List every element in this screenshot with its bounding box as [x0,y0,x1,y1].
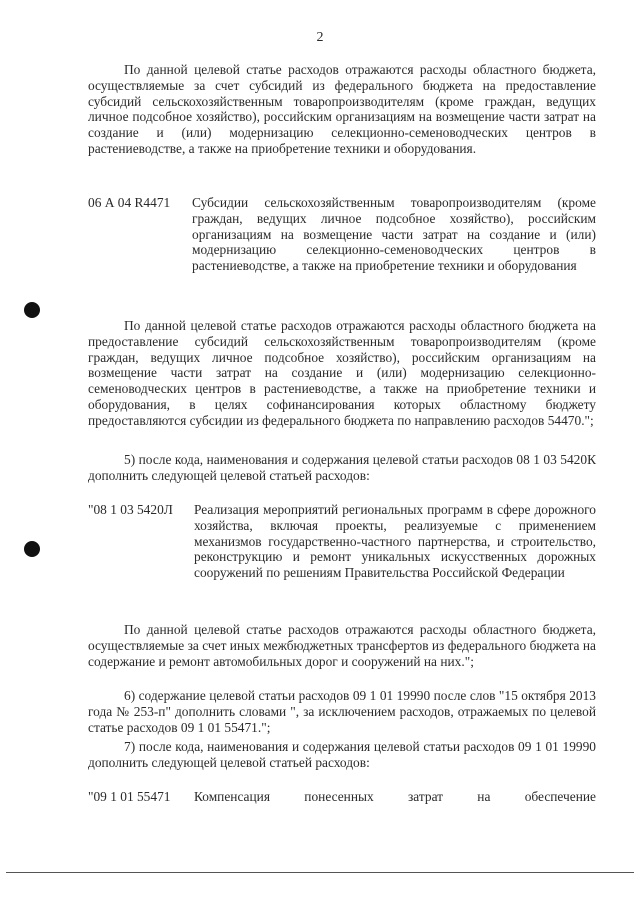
budget-description: Субсидии сельскохозяйственным товаропроизводителям (кроме граждан, ведущих личное подсобное хозяйство), российским организациям на возмещение части затрат на создание и (или) модернизацию селекционно-семеноводческих центров в растениеводстве, а также на приобретение техники и оборудования [192,195,596,274]
paragraph-6: 7) после кода, наименования и содержания целевой статьи расходов 09 1 01 19990 дополнить следующей целевой статьей расходов: [88,739,596,770]
budget-code: "09 1 01 55471 [88,789,171,804]
paragraph-3: 5) после кода, наименования и содержания целевой статьи расходов 08 1 03 5420К дополнить следующей целевой статьей расходов: [88,452,596,483]
budget-entry-2 [88,502,596,581]
paragraph-4: По данной целевой статье расходов отражаются расходы областного бюджета, осуществляемые за счет иных межбюджетных трансфертов из федерального бюджета на содержание и ремонт автомобильных дорог и сооружений на них."; [88,622,596,669]
budget-entry-3 [88,789,596,805]
budget-description: Реализация мероприятий региональных программ в сфере дорожного хозяйства, включая проекты, реализуемые с применением механизмов государственно-частного партнерства, и строительство, реконструкцию и ремонт уникальных искусственных дорожных сооружений по решениям Правительства Российской Федерации [194,502,596,581]
budget-code: 06 А 04 R4471 [88,195,171,210]
footer-divider [6,872,634,873]
paragraph-5: 6) содержание целевой статьи расходов 09 1 01 19990 после слов "15 октября 2013 года № 253-п" дополнить словами ", за исключением расходов, отражаемых по целевой статье расходов 09 1 01 55471."; [88,688,596,735]
paragraph-1: По данной целевой статье расходов отражаются расходы областного бюджета, осуществляемые за счет субсидий из федерального бюджета на предоставление субсидий сельскохозяйственным товаропроизводителям (кроме граждан, ведущих личное подсобное хозяйство), российским организациям на возмещение части затрат на создание и (или) модернизацию селекционно-семеноводческих центров в растениеводстве, а также на приобретение техники и оборудования. [88,62,596,156]
budget-description: Компенсация понесенных затрат на обеспечение [194,789,596,804]
budget-entry-1 [88,195,596,274]
budget-code: "08 1 03 5420Л [88,502,173,517]
paragraph-2: По данной целевой статье расходов отражаются расходы областного бюджета на предоставление субсидий сельскохозяйственным товаропроизводителям (кроме граждан, ведущих личное подсобное хозяйство), российским организациям на возмещение части затрат на создание и (или) модернизацию селекционно-семеноводческих центров в растениеводстве, а также на приобретение техники и оборудования, в целях софинансирования которых областному бюджету предоставляются субсидии из федерального бюджета по направлению расходов 54470."; [88,318,596,428]
punch-hole-mark [24,302,40,318]
punch-hole-mark [24,541,40,557]
page-number: 2 [316,30,324,45]
